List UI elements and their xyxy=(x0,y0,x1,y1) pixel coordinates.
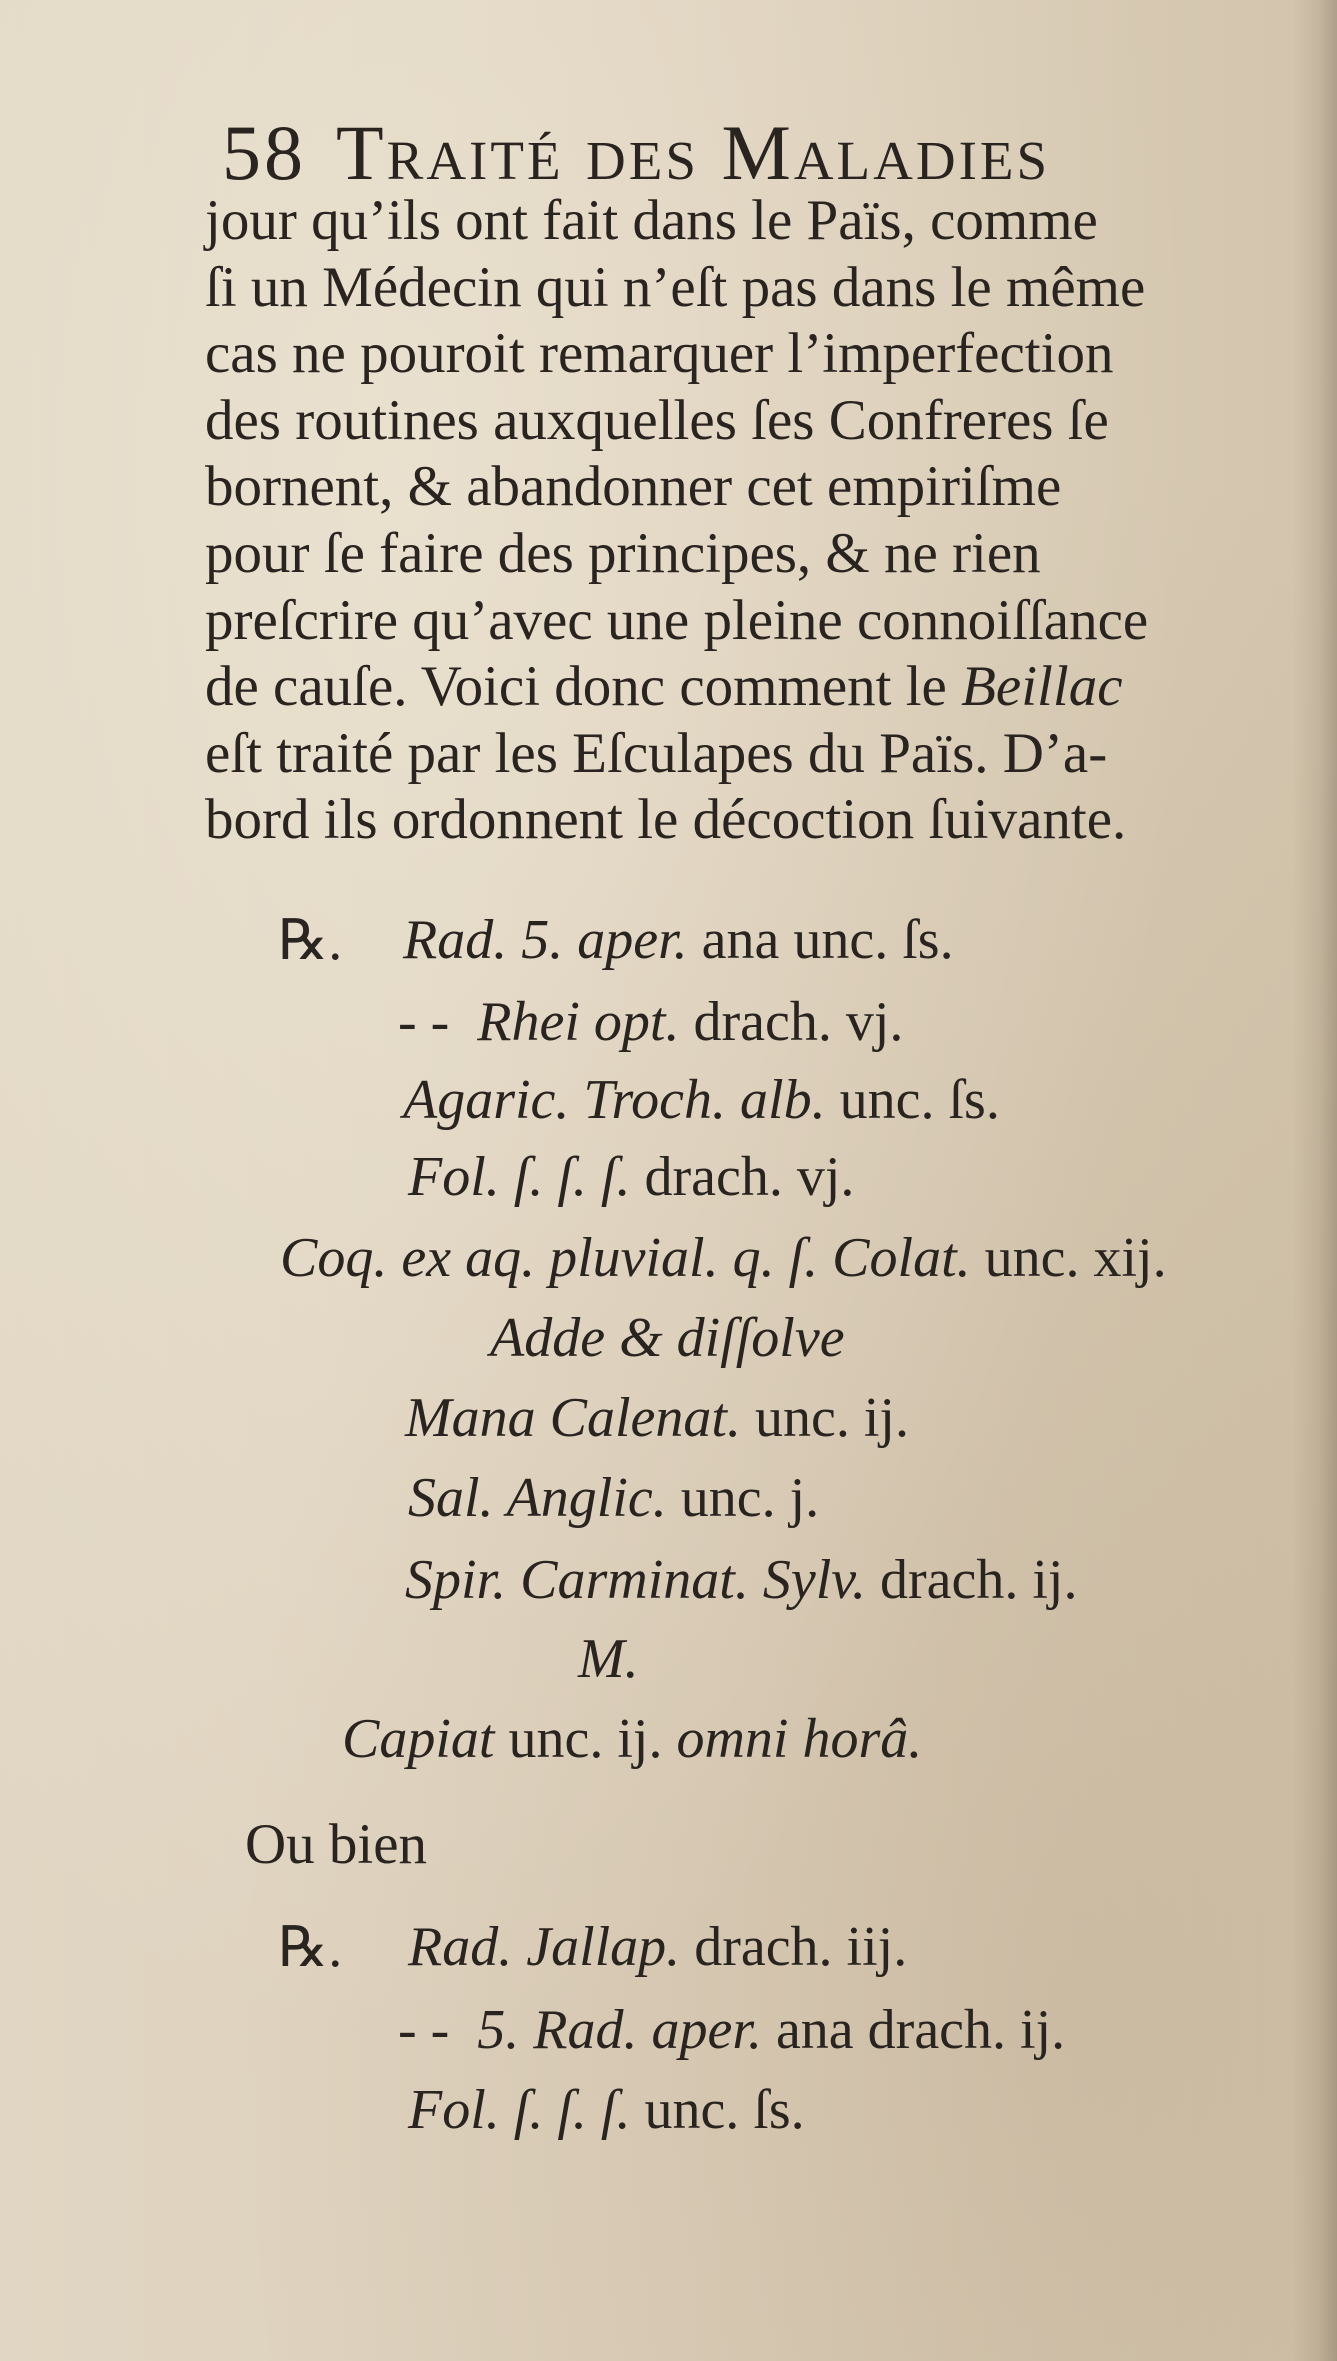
latin-ingredient: Fol. ſ. ſ. ſ. xyxy=(408,2079,631,2141)
ditto-dash: - - xyxy=(398,991,450,1053)
text-line: cas ne pouroit remarquer l’imperfection xyxy=(205,322,1114,386)
recipe-line xyxy=(408,1466,819,1530)
prescription-symbol: ℞. xyxy=(278,1917,343,1979)
latin-ingredient: Fol. ſ. ſ. ſ. xyxy=(408,1146,631,1208)
dose: ana drach. ij. xyxy=(775,1999,1066,2061)
latin-instruction: M. xyxy=(578,1628,639,1690)
latin-instruction: Adde & diſſolve xyxy=(490,1307,845,1369)
dose: unc. ij. xyxy=(754,1387,909,1449)
dose: unc. xij. xyxy=(984,1227,1167,1289)
dose: drach. vj. xyxy=(644,1146,855,1208)
recipe-line xyxy=(398,990,903,1054)
dose: drach. iij. xyxy=(694,1916,908,1978)
text-line: preſcrire qu’avec une pleine connoiſſance xyxy=(205,588,1149,652)
recipe-line xyxy=(403,1068,1000,1132)
text-line: eſt traité par les Eſculapes du Païs. D’a- xyxy=(205,721,1108,785)
latin-ingredient: Rad. 5. aper. xyxy=(403,909,688,971)
recipe-line xyxy=(408,1915,907,1979)
text-line: bord ils ordonnent le décoction ſuivante. xyxy=(205,788,1127,852)
text-line: jour qu’ils ont fait dans le Païs, comme xyxy=(205,189,1098,252)
running-header xyxy=(222,108,1050,198)
ditto-dash: - - xyxy=(398,1999,450,2061)
text-line: des routines auxquelles ſes Confreres ſe xyxy=(205,388,1109,452)
recipe-line xyxy=(342,1707,922,1771)
text-line: ſi un Médecin qui n’eſt pas dans le même xyxy=(205,255,1146,319)
recipe-line xyxy=(280,1226,1167,1290)
recipe-line xyxy=(408,2078,805,2142)
dose: unc. j. xyxy=(680,1467,820,1529)
body-paragraph xyxy=(205,188,1320,854)
dose: drach. vj. xyxy=(693,991,904,1053)
dose: drach. ij. xyxy=(879,1549,1078,1611)
dose: ana unc. ſs. xyxy=(701,909,954,971)
recipe-line xyxy=(403,908,954,972)
latin-ingredient: Mana Calenat. xyxy=(405,1387,741,1449)
prescription-symbol: ℞. xyxy=(278,910,343,972)
latin-instruction: Capiat xyxy=(342,1708,495,1770)
recipe-line xyxy=(405,1386,909,1450)
dose: unc. ij. xyxy=(508,1708,663,1770)
latin-ingredient: 5. Rad. aper. xyxy=(477,1999,762,2061)
recipe-line xyxy=(490,1306,845,1370)
latin-ingredient: Spir. Carminat. Sylv. xyxy=(405,1549,866,1611)
recipe-line xyxy=(405,1548,1077,1612)
latin-instruction: omni horâ. xyxy=(676,1708,923,1770)
page-number: 58 xyxy=(222,109,306,196)
running-title: Traité des Maladies xyxy=(336,109,1051,196)
italic-term-beillac: Beillac xyxy=(961,655,1123,719)
latin-ingredient: Agaric. Troch. alb. xyxy=(403,1069,826,1131)
text-line: de cauſe. Voici donc comment le xyxy=(205,655,947,719)
latin-ingredient: Rhei opt. xyxy=(477,991,680,1053)
latin-instruction: Coq. ex aq. pluvial. q. ſ. Colat. xyxy=(280,1227,971,1289)
latin-ingredient: Rad. Jallap. xyxy=(408,1916,681,1978)
recipe-line xyxy=(578,1627,639,1691)
text-line: pour ſe faire des principes, & ne rien xyxy=(205,521,1041,585)
text-line-with-italic xyxy=(205,654,1320,721)
alternative-heading: Ou bien xyxy=(245,1813,428,1876)
text-line: bornent, & abandonner cet empiriſme xyxy=(205,455,1062,519)
recipe-line xyxy=(408,1145,854,1209)
latin-ingredient: Sal. Anglic. xyxy=(408,1467,667,1529)
dose: unc. ſs. xyxy=(644,2079,805,2141)
dose: unc. ſs. xyxy=(839,1069,1000,1131)
recipe-line xyxy=(398,1998,1065,2062)
